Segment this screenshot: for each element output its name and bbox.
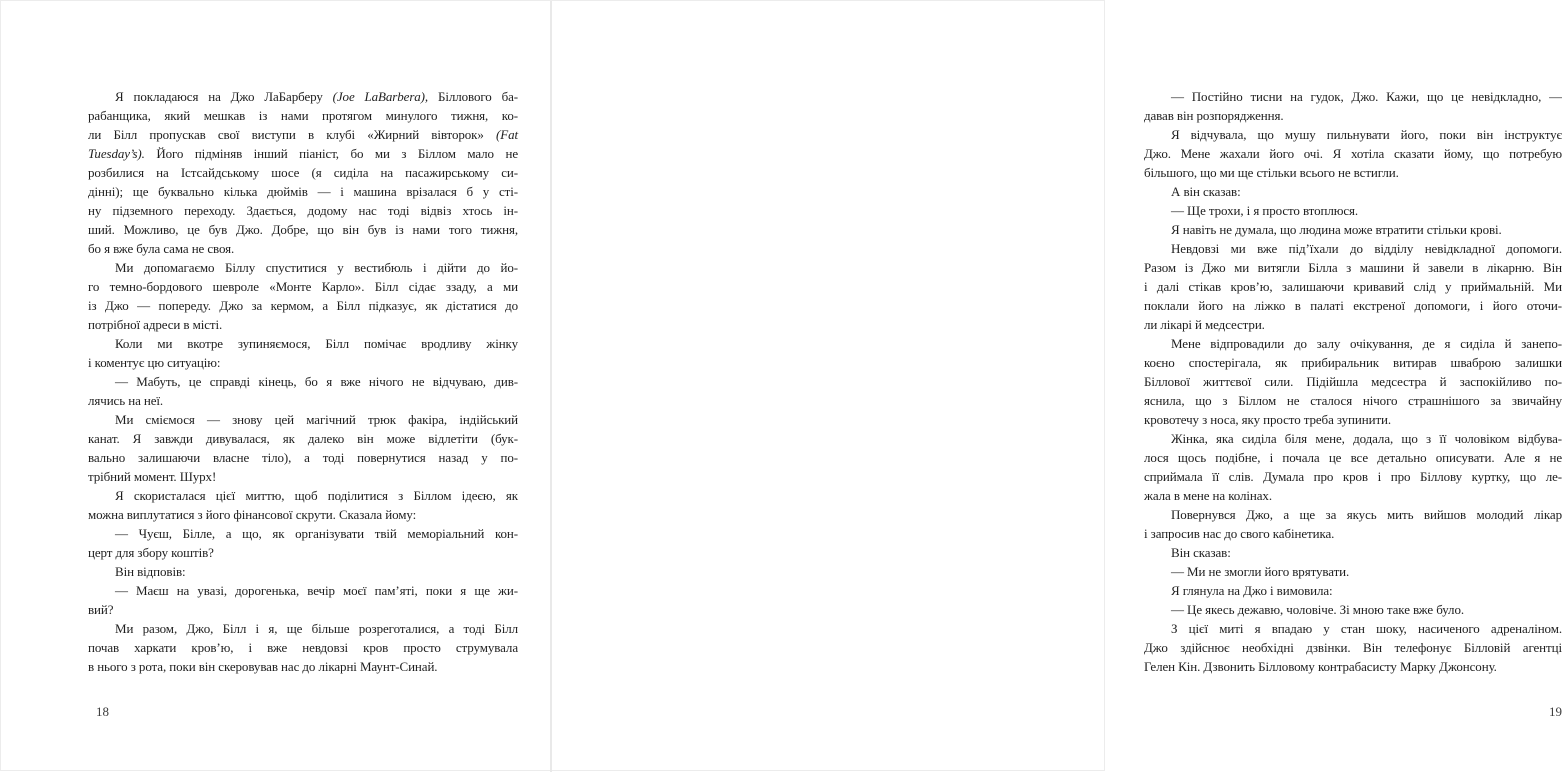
text-line: [88, 486, 518, 505]
text-line: [1144, 562, 1562, 581]
text-segment: А він сказав:: [1171, 184, 1241, 199]
text-segment: — Це якесь дежавю, чоловіче. Зі мною таке вже було.: [1171, 602, 1464, 617]
text-segment: лося щось подібне, і почала це все детально описувати. Але я не: [1144, 450, 1562, 465]
text-line: [1144, 125, 1562, 144]
text-segment: Біллового ба-: [428, 89, 518, 104]
text-line: [88, 581, 518, 600]
paragraph: [1144, 201, 1562, 220]
paragraph: [1144, 334, 1562, 429]
text-segment: яснила, що з Біллом не сталося нічого страшнішого за звичайну: [1144, 393, 1562, 408]
text-segment: трібний момент. Шурх!: [88, 469, 217, 484]
text-line: [1144, 87, 1562, 106]
text-line: [88, 448, 518, 467]
text-segment: церт для збору коштів?: [88, 545, 214, 560]
text-segment: лячись на неї.: [88, 393, 164, 408]
text-line: [88, 543, 518, 562]
text-segment: поклали його на ліжко в палаті екстреної допомоги, і його оточи-: [1144, 298, 1562, 313]
text-line: [1144, 144, 1562, 163]
text-segment: сприймала її слів. Думала про кров і про Біллову куртку, що ле-: [1144, 469, 1562, 484]
text-segment: Ми допомагаємо Біллу спуститися у вестибюль і дійти до йо-: [115, 260, 518, 275]
text-line: [1144, 543, 1562, 562]
paragraph: [88, 334, 518, 372]
text-line: [88, 163, 518, 182]
text-line: [1144, 638, 1562, 657]
text-line: [1144, 334, 1562, 353]
text-line: [88, 372, 518, 391]
text-line: [88, 182, 518, 201]
text-segment: Біллової життєвої сили. Підійшла медсестра й заспокійливо по-: [1144, 374, 1562, 389]
text-line: [88, 277, 518, 296]
text-segment: вий?: [88, 602, 114, 617]
text-line: [1144, 182, 1562, 201]
text-line: [88, 524, 518, 543]
text-segment: Повернувся Джо, а ще за якусь мить вийшов молодий лікар: [1171, 507, 1562, 522]
paragraph: [88, 258, 518, 334]
text-line: [1144, 106, 1562, 125]
text-segment: і запросив нас до свого кабінетика.: [1144, 526, 1335, 541]
text-segment: З цієї миті я впадаю у стан шоку, насиченого адреналіном.: [1171, 621, 1562, 636]
text-segment: дінні); ще буквально кілька дюймів — і машина врізалася б у сті-: [88, 184, 518, 199]
text-segment: Разом із Джо ми витягли Білла з машини й завели в лікарню. Він: [1144, 260, 1562, 275]
text-line: [88, 657, 518, 676]
text-segment: Його підміняв інший піаніст, бо ми з Біллом мало не: [144, 146, 518, 161]
paragraph: [88, 410, 518, 486]
text-segment: потрібної адреси в місті.: [88, 317, 223, 332]
text-line: [88, 87, 518, 106]
text-line: [88, 334, 518, 353]
text-segment: вально залишаючи власне тіло), а тоді повернутися назад у по-: [88, 450, 518, 465]
text-segment: ли лікарі й медсестри.: [1144, 317, 1265, 332]
text-line: [88, 429, 518, 448]
paragraph: [88, 372, 518, 410]
italic-text-segment: (Joe LaBarbera),: [332, 89, 429, 104]
text-line: [1144, 524, 1562, 543]
text-line: [1144, 220, 1562, 239]
text-segment: Він сказав:: [1171, 545, 1231, 560]
text-line: [1144, 296, 1562, 315]
text-line: [88, 410, 518, 429]
text-segment: коєно спостерігала, як прибиральник витирав шваброю залишки: [1144, 355, 1562, 370]
paragraph: [1144, 581, 1562, 600]
page-number-left: 18: [96, 704, 109, 719]
text-segment: — Ми не змогли його врятувати.: [1171, 564, 1350, 579]
text-segment: і далі стікав кров’ю, залишаючи кривавий слід у приймальній. Ми: [1144, 279, 1562, 294]
text-line: [88, 258, 518, 277]
text-line: [1144, 353, 1562, 372]
paragraph: [1144, 600, 1562, 619]
text-line: [88, 239, 518, 258]
text-line: [88, 315, 518, 334]
text-segment: Я відчувала, що мушу пильнувати його, поки він інструктує: [1171, 127, 1562, 142]
text-segment: Гелен Кін. Дзвонить Білловому контрабасисту Марку Джонсону.: [1144, 659, 1497, 674]
text-segment: рабанщика, який мешкав із нами протягом минулого тижня, ко-: [88, 108, 518, 123]
paragraph: [1144, 619, 1562, 676]
paragraph: [1144, 239, 1562, 334]
left-page-text: [88, 87, 518, 676]
text-segment: Ми разом, Джо, Білл і я, ще більше розреготалися, а тоді Білл: [115, 621, 518, 636]
page-number-right: 19: [1549, 704, 1562, 719]
text-segment: Мене відпровадили до залу очікування, де я сиділа й занепо-: [1171, 336, 1562, 351]
text-line: [88, 353, 518, 372]
text-segment: канат. Я завжди дивувалася, як далеко він може відлетіти (бук-: [88, 431, 518, 446]
text-segment: бо я вже була сама не своя.: [88, 241, 235, 256]
left-page: [1, 1, 550, 772]
text-line: [88, 125, 518, 144]
paragraph: [88, 524, 518, 562]
text-segment: — Маєш на увазі, дорогенька, вечір моєї пам’яті, поки я ще жи-: [115, 583, 518, 598]
paragraph: [1144, 87, 1562, 125]
text-line: [88, 106, 518, 125]
text-line: [1144, 372, 1562, 391]
text-line: [88, 619, 518, 638]
text-segment: ший. Можливо, це був Джо. Добре, що він був із нами того тижня,: [88, 222, 518, 237]
text-line: [88, 391, 518, 410]
text-segment: го темно-бордового шевроле «Монте Карло». Білл сідає ззаду, а ми: [88, 279, 518, 294]
text-line: [88, 600, 518, 619]
text-segment: — Чуєш, Білле, а що, як організувати твій меморіальний кон-: [115, 526, 518, 541]
text-line: [1144, 505, 1562, 524]
text-line: [1144, 239, 1562, 258]
text-segment: Невдовзі ми вже під’їхали до відділу невідкладної допомоги.: [1171, 241, 1562, 256]
paragraph: [88, 87, 518, 258]
text-line: [88, 638, 518, 657]
text-segment: більшого, що ми ще стільки всього не встигли.: [1144, 165, 1399, 180]
text-segment: — Ще трохи, і я просто втоплюся.: [1171, 203, 1359, 218]
text-line: [88, 562, 518, 581]
text-line: [1144, 410, 1562, 429]
paragraph: [88, 581, 518, 619]
right-page: [552, 1, 1562, 772]
text-segment: — Постійно тисни на гудок, Джо. Кажи, що це невідкладно, —: [1171, 89, 1562, 104]
text-line: [88, 220, 518, 239]
text-segment: Я навіть не думала, що людина може втратити стільки крові.: [1171, 222, 1502, 237]
text-segment: Джо здійснює необхідні дзвінки. Він телефонує Білловій агентці: [1144, 640, 1562, 655]
text-segment: ли Білл пропускав свої виступи в клубі «Жирний вівторок»: [88, 127, 497, 142]
text-line: [1144, 581, 1562, 600]
text-line: [1144, 258, 1562, 277]
text-segment: кровотечу з носа, яку просто треба зупинити.: [1144, 412, 1392, 427]
paragraph: [1144, 429, 1562, 505]
paragraph: [1144, 182, 1562, 201]
text-line: [1144, 429, 1562, 448]
text-segment: із Джо — попереду. Джо за кермом, а Білл підказує, як дістатися до: [88, 298, 518, 313]
right-page-text: [1144, 87, 1562, 676]
paragraph: [1144, 505, 1562, 543]
paragraph: [1144, 562, 1562, 581]
text-line: [1144, 448, 1562, 467]
paragraph: [1144, 220, 1562, 239]
text-segment: ну підземного переходу. Здається, додому нас тоді відвіз хтось ін-: [88, 203, 518, 218]
text-segment: можна виплутатися з його фінансової скрути. Сказала йому:: [88, 507, 417, 522]
text-line: [1144, 486, 1562, 505]
text-segment: почав харкати кров’ю, і вже невдовзі кров просто струмувала: [88, 640, 518, 655]
text-line: [1144, 201, 1562, 220]
text-line: [1144, 619, 1562, 638]
text-line: [1144, 391, 1562, 410]
text-segment: Я скористалася цієї миттю, щоб поділитися з Біллом ідеєю, як: [115, 488, 518, 503]
text-segment: Жінка, яка сиділа біля мене, додала, що з її чоловіком відбува-: [1171, 431, 1562, 446]
text-segment: Ми сміємося — знову цей магічний трюк факіра, індійський: [115, 412, 518, 427]
italic-text-segment: (Fat: [496, 127, 518, 142]
text-segment: давав він розпорядження.: [1144, 108, 1284, 123]
paragraph: [88, 562, 518, 581]
paragraph: [1144, 125, 1562, 182]
paragraph: [88, 619, 518, 676]
paragraph: [88, 486, 518, 524]
text-segment: розбилися на Істсайдському шосе (я сиділа на пасажирському си-: [88, 165, 518, 180]
text-segment: жала в мене на колінах.: [1144, 488, 1272, 503]
text-segment: — Мабуть, це справді кінець, бо я вже нічого не відчуваю, див-: [115, 374, 518, 389]
text-line: [1144, 467, 1562, 486]
text-segment: в нього з рота, поки він скеровував нас до лікарні Маунт-Синай.: [88, 659, 438, 674]
text-line: [1144, 163, 1562, 182]
text-segment: Коли ми вкотре зупиняємося, Білл помічає вродливу жінку: [115, 336, 518, 351]
text-segment: Джо. Мене жахали його очі. Я хотіла сказати йому, що потребую: [1144, 146, 1562, 161]
text-line: [1144, 657, 1562, 676]
text-line: [88, 296, 518, 315]
text-line: [88, 201, 518, 220]
text-segment: Я покладаюся на Джо ЛаБарберу: [115, 89, 333, 104]
text-line: [1144, 315, 1562, 334]
text-line: [1144, 600, 1562, 619]
text-line: [88, 144, 518, 163]
text-line: [88, 467, 518, 486]
text-segment: Він відповів:: [115, 564, 186, 579]
text-segment: і коментує цю ситуацію:: [88, 355, 221, 370]
text-line: [1144, 277, 1562, 296]
text-segment: Я глянула на Джо і вимовила:: [1171, 583, 1333, 598]
paragraph: [1144, 543, 1562, 562]
text-line: [88, 505, 518, 524]
italic-text-segment: Tuesday’s).: [88, 146, 145, 161]
